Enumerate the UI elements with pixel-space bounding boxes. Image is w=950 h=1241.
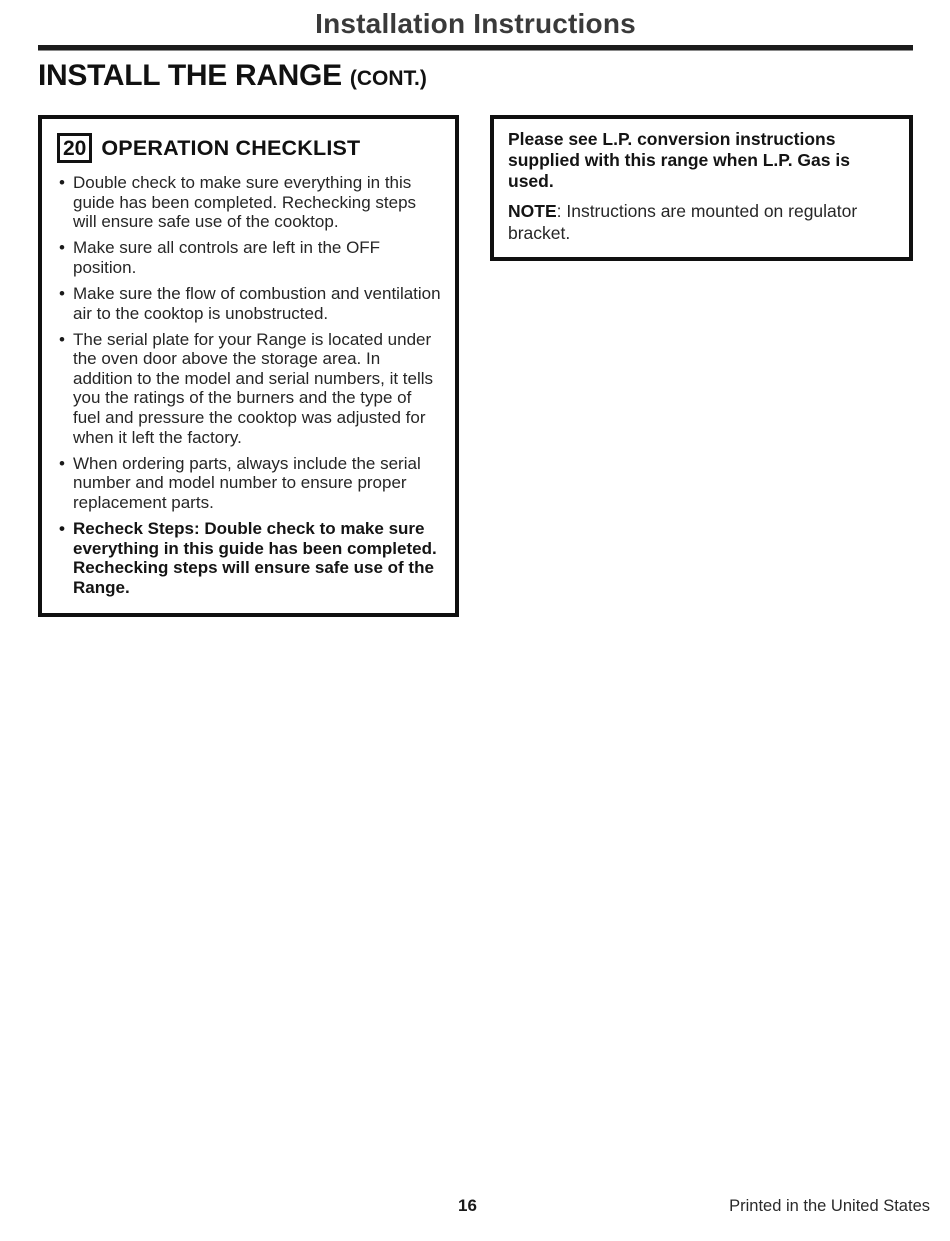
- masthead: [38, 8, 913, 51]
- lp-note-paragraph: [508, 200, 895, 244]
- checklist-item: • Double check to make sure everything in this guide has been completed. Rechecking steps will ensure safe use of the cooktop.: [59, 173, 442, 232]
- section-title-suffix: (CONT.): [349, 67, 427, 90]
- section-title-main: INSTALL THE RANGE: [38, 59, 342, 92]
- checklist: [55, 173, 442, 597]
- checklist-item: • Recheck Steps: Double check to make sure everything in this guide has been completed. Rechecking steps will ensure safe use of the Range.: [59, 519, 442, 597]
- note-text: : Instructions are mounted on regulator bracket.: [508, 201, 858, 243]
- checklist-item: • Make sure the flow of combustion and ventilation air to the cooktop is unobstructed.: [59, 284, 442, 323]
- printed-in-note: Printed in the United States: [729, 1197, 930, 1215]
- page-header-title: Installation Instructions: [315, 8, 636, 39]
- checklist-item: • Make sure all controls are left in the OFF position.: [59, 238, 442, 277]
- content-columns: [38, 115, 913, 617]
- page-number: 16: [458, 1196, 477, 1215]
- header-rule: [38, 45, 913, 51]
- note-label: NOTE: [508, 201, 557, 221]
- lp-note-main-text: Please see L.P. conversion instructions supplied with this range when L.P. Gas is used.: [508, 129, 850, 191]
- section-title: [38, 59, 427, 93]
- lp-conversion-note-box: [490, 115, 913, 261]
- checklist-item: • The serial plate for your Range is located under the oven door above the storage area. In addition to the model and serial numbers, it tells you the ratings of the burners and the type of fuel and pressure the cooktop was adjusted for when it left the factory.: [59, 330, 442, 448]
- operation-checklist-box: [38, 115, 459, 617]
- page-footer: [0, 1196, 950, 1220]
- checklist-title: OPERATION CHECKLIST: [101, 135, 361, 160]
- checklist-header: [57, 133, 442, 163]
- checklist-item: • When ordering parts, always include the serial number and model number to ensure proper replacement parts.: [59, 454, 442, 513]
- step-number-badge: 20: [57, 133, 92, 163]
